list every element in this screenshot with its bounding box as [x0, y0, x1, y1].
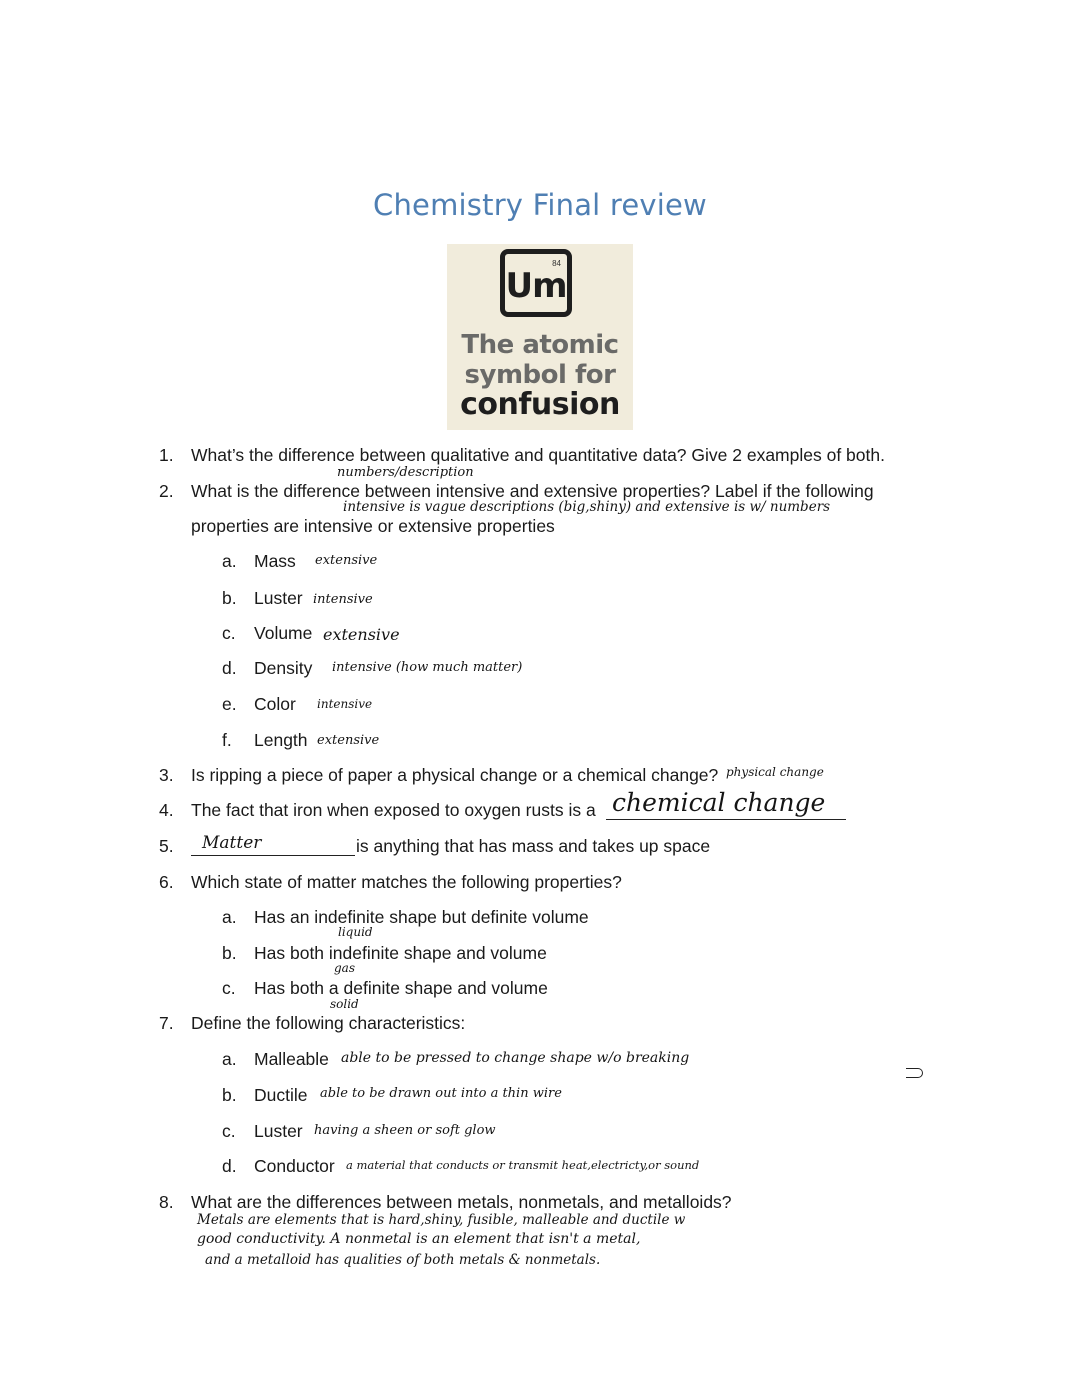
- question-number: 5.: [159, 836, 174, 856]
- subitem-text: Density: [254, 658, 313, 678]
- atomic-symbol-image: [447, 244, 633, 430]
- stray-pen-mark: [906, 1068, 923, 1078]
- caption-line: The atomic: [461, 330, 619, 360]
- question-text: is anything that has mass and takes up space: [356, 836, 711, 856]
- subitem-letter: a.: [222, 551, 237, 571]
- handwritten-answer: intensive: [313, 592, 373, 607]
- subitem-letter: e.: [222, 694, 237, 714]
- handwritten-answer-line: good conductivity. A nonmetal is an element that isn't a metal,: [197, 1231, 641, 1247]
- handwritten-answer-line: Metals are elements that is hard,shiny, fusible, malleable and ductile w: [197, 1212, 686, 1228]
- handwritten-answer: solid: [330, 997, 359, 1011]
- subitem-text: Mass: [254, 551, 296, 571]
- page-title: Chemistry Final review: [373, 188, 707, 222]
- question-number: 1.: [159, 445, 174, 465]
- subitem-letter: c.: [222, 1121, 236, 1141]
- handwritten-answer: able to be pressed to change shape w/o breaking: [341, 1050, 690, 1066]
- subitem-text: Luster: [254, 1121, 303, 1141]
- caption-line: symbol for: [464, 360, 616, 390]
- handwritten-answer: intensive: [317, 697, 373, 711]
- subitem-text: Malleable: [254, 1049, 329, 1069]
- subitem-letter: c.: [222, 623, 236, 643]
- handwritten-note: numbers/description: [337, 465, 474, 480]
- caption-line: confusion: [460, 387, 620, 422]
- question-number: 8.: [159, 1192, 174, 1212]
- subitem-text: Luster: [254, 588, 303, 608]
- question-text: Is ripping a piece of paper a physical change or a chemical change?: [191, 765, 719, 785]
- handwritten-answer: intensive is vague descriptions (big,shiny) and extensive is w/ numbers: [343, 499, 831, 515]
- subitem-text: Ductile: [254, 1085, 308, 1105]
- question-number: 2.: [159, 481, 174, 501]
- subitem-letter: f.: [222, 730, 232, 750]
- subitem-letter: a.: [222, 1049, 237, 1069]
- handwritten-answer: Matter: [202, 833, 262, 853]
- subitem-text: Color: [254, 694, 296, 714]
- question-text: The fact that iron when exposed to oxygen rusts is a: [191, 800, 596, 820]
- subitem-text: Conductor: [254, 1156, 335, 1176]
- question-number: 6.: [159, 872, 174, 892]
- handwritten-answer: chemical change: [612, 788, 826, 817]
- subitem-text: Has both indefinite shape and volume: [254, 943, 547, 963]
- handwritten-answer: having a sheen or soft glow: [314, 1123, 496, 1138]
- handwritten-answer: extensive: [315, 553, 378, 568]
- handwritten-answer: intensive (how much matter): [332, 660, 523, 675]
- subitem-letter: d.: [222, 658, 237, 678]
- element-symbol: Um: [505, 266, 567, 306]
- question-number: 3.: [159, 765, 174, 785]
- subitem-text: Volume: [254, 623, 313, 643]
- handwritten-answer: extensive: [317, 733, 380, 748]
- question-text: properties are intensive or extensive properties: [191, 516, 555, 536]
- question-number: 7.: [159, 1013, 174, 1033]
- subitem-letter: b.: [222, 1085, 237, 1105]
- subitem-text: Has both a definite shape and volume: [254, 978, 548, 998]
- handwritten-answer-line: and a metalloid has qualities of both metals & nonmetals.: [205, 1252, 601, 1268]
- subitem-letter: b.: [222, 943, 237, 963]
- atomic-number: 84: [552, 259, 561, 268]
- handwritten-answer: physical change: [726, 765, 824, 779]
- subitem-letter: b.: [222, 588, 237, 608]
- question-text: What are the differences between metals, nonmetals, and metalloids?: [191, 1192, 732, 1212]
- handwritten-answer: extensive: [323, 625, 400, 644]
- subitem-text: Length: [254, 730, 308, 750]
- image-caption: [447, 330, 633, 420]
- question-text: Define the following characteristics:: [191, 1013, 466, 1033]
- subitem-letter: c.: [222, 978, 236, 998]
- subitem-letter: d.: [222, 1156, 237, 1176]
- handwritten-answer: able to be drawn out into a thin wire: [320, 1086, 562, 1101]
- element-box: [500, 249, 572, 317]
- handwritten-answer: a material that conducts or transmit heat,electricty,or sound: [346, 1158, 700, 1172]
- subitem-letter: a.: [222, 907, 237, 927]
- question-number: 4.: [159, 800, 174, 820]
- subitem-text: Has an indefinite shape but definite volume: [254, 907, 589, 927]
- handwritten-answer: gas: [334, 961, 355, 975]
- question-text: What’s the difference between qualitative and quantitative data? Give 2 examples of both.: [191, 445, 885, 465]
- question-text: Which state of matter matches the following properties?: [191, 872, 622, 892]
- question-text: What is the difference between intensive and extensive properties? Label if the following: [191, 481, 874, 501]
- handwritten-answer: liquid: [338, 925, 373, 939]
